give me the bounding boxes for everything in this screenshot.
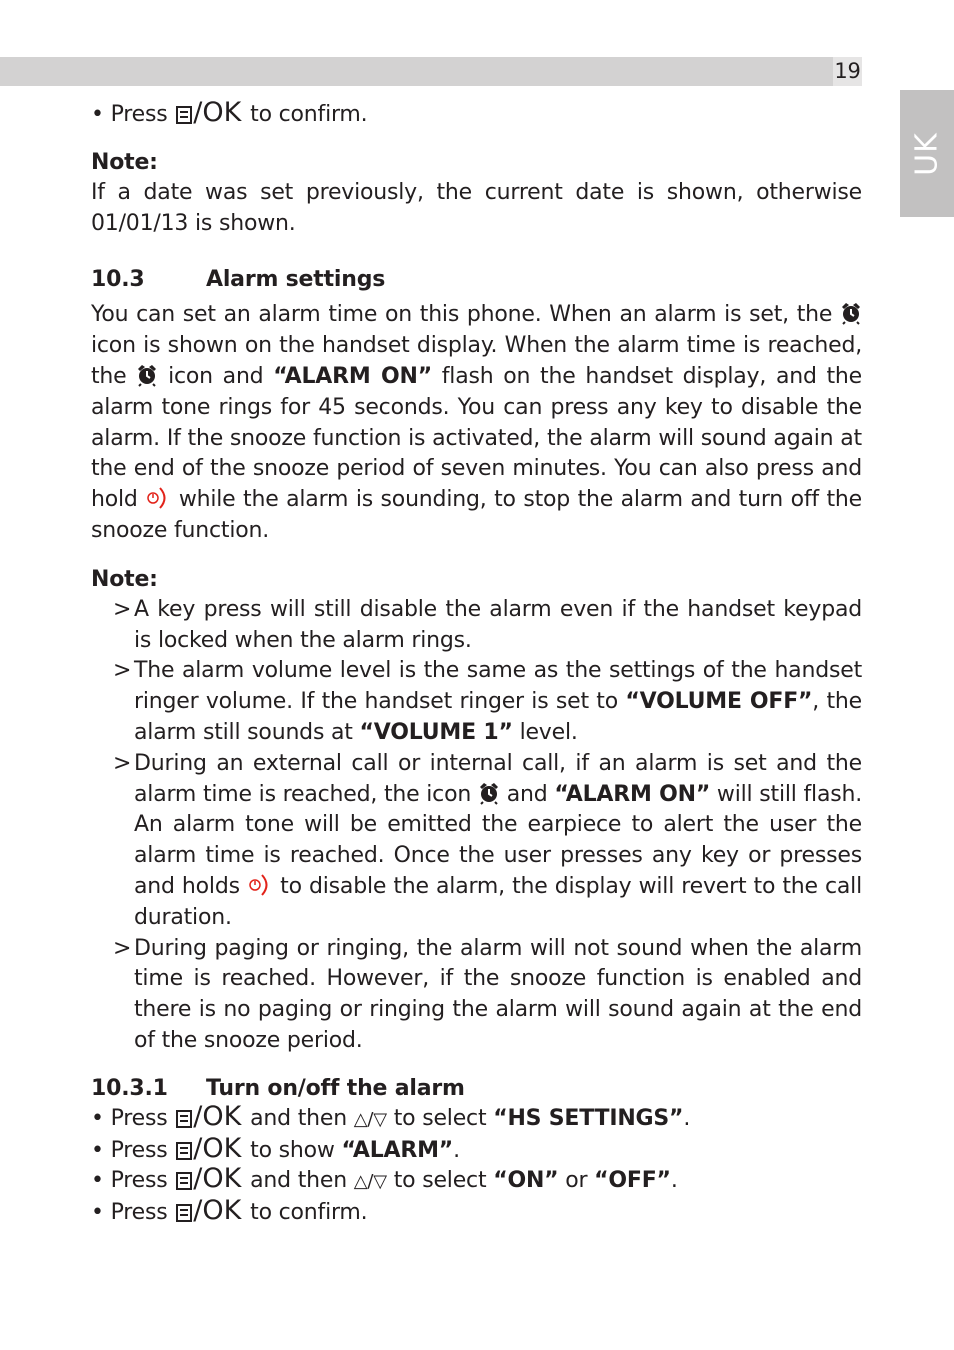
page-number: 19 bbox=[833, 57, 862, 86]
step-1: • Press /OK and then △/▽ to select “HS SETTINGS”. bbox=[91, 1100, 691, 1132]
up-down-arrow-icon: △/▽ bbox=[353, 1171, 387, 1193]
language-tab bbox=[900, 90, 954, 217]
subsection-heading: 10.3.1 Turn on/off the alarm bbox=[91, 1075, 465, 1101]
header-bar bbox=[0, 57, 833, 86]
end-power-key-icon bbox=[145, 486, 171, 510]
note1-title: Note: bbox=[91, 149, 158, 175]
confirm-line: • Press /OK to confirm. bbox=[91, 97, 368, 128]
note1-text: If a date was set previously, the current date is shown, otherwise 01/01/13 is shown. bbox=[91, 179, 862, 236]
section-heading: 10.3 Alarm settings bbox=[91, 267, 386, 293]
note-list bbox=[91, 595, 862, 1057]
alarm-clock-icon bbox=[136, 363, 158, 387]
list-item: > During paging or ringing, the alarm will not sound when the alarm time is reached. However, if the snooze function is enabled and there is no paging or ringing the alarm will sound again at the end of the snooze period. bbox=[113, 935, 862, 1053]
end-power-key-icon bbox=[247, 873, 273, 897]
menu-key-icon bbox=[176, 1204, 192, 1222]
list-item: > A key press will still disable the alarm even if the handset keypad is locked when the alarm rings. bbox=[113, 596, 862, 653]
list-item: > The alarm volume level is the same as the settings of the handset ringer volume. If the handset ringer is set to “VOLUME OFF”, the alarm still sounds at “VOLUME 1” level. bbox=[113, 658, 862, 745]
menu-key-icon bbox=[176, 1142, 192, 1160]
step-2: • Press /OK to show “ALARM”. bbox=[91, 1132, 460, 1164]
language-tab-label: UK bbox=[909, 131, 945, 176]
alarm-clock-icon bbox=[840, 301, 862, 325]
step-3: • Press /OK and then △/▽ to select “ON” or “OFF”. bbox=[91, 1163, 678, 1195]
menu-ok-key: /OK bbox=[176, 102, 241, 124]
section-paragraph: You can set an alarm time on this phone. When an alarm is set, the icon is shown on the handset display. When the alarm time is reached, the icon and “ALARM ON” flash on the handset display, and the alarm tone rings for 45 seconds. You can press any key to disable the alarm. If the snooze function is activated, the alarm will sound again at the end of the snooze period of seven minutes. You can also press and hold while the alarm is sounding, to stop the alarm and turn off the snooze function. bbox=[91, 302, 863, 543]
step-4: • Press /OK to confirm. bbox=[91, 1195, 368, 1227]
alarm-clock-icon bbox=[478, 781, 500, 805]
menu-key-icon bbox=[176, 106, 192, 124]
note2-title: Note: bbox=[91, 566, 158, 592]
up-down-arrow-icon: △/▽ bbox=[353, 1108, 387, 1130]
list-item: > During an external call or internal call, if an alarm is set and the alarm time is reached, the icon and “ALARM ON” will still flash. An alarm tone will be emitted the earpiece to alert the user the alarm time is reached. Once the user presses any key or presses and holds to disable the alarm, the display will revert to the call duration. bbox=[113, 750, 863, 930]
menu-key-icon bbox=[176, 1172, 192, 1190]
menu-key-icon bbox=[176, 1110, 192, 1128]
page-content bbox=[91, 97, 863, 1229]
